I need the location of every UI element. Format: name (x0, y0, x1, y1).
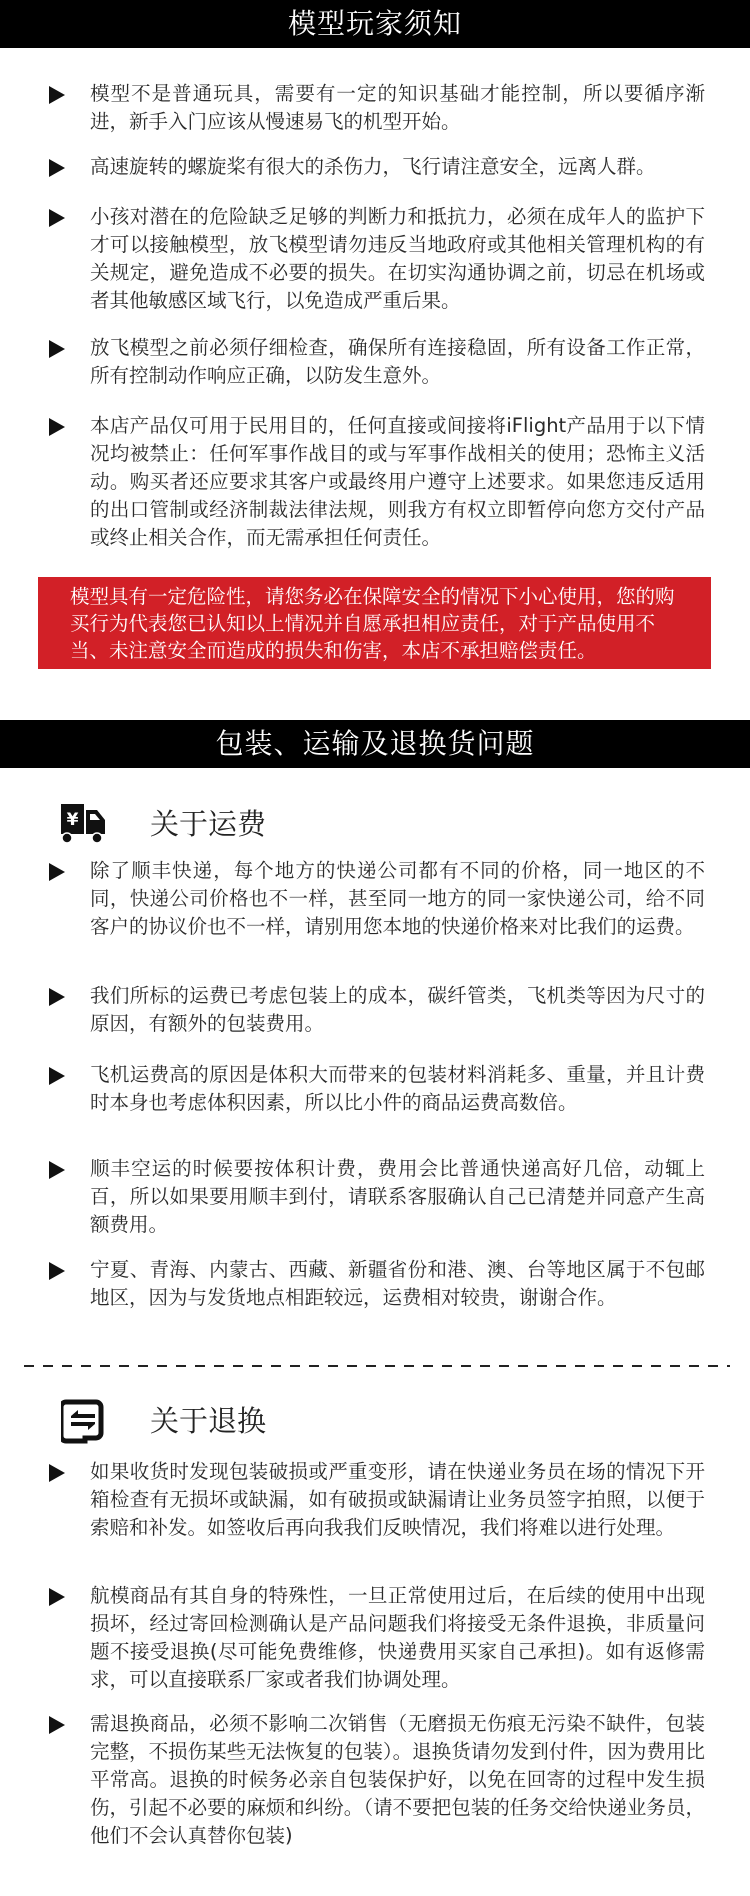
returns-item-text: 需退换商品，必须不影响二次销售（无磨损无伤痕无污染不缺件，包装完整，不损伤某些无法恢复的包装）。退换货请勿发到付件，因为费用比平常高。退换的时候务必亲自包装保护好，以免在回寄的过程中发生损伤，引起不必要的麻烦和纠纷。（请不要把包装的任务交给快递业务员，他们不会认真替你包装) (90, 1712, 705, 1847)
shipping-fee-truck-icon (61, 802, 107, 846)
bullet-triangle-icon (49, 159, 65, 177)
exchange-return-icon (61, 1399, 107, 1443)
shipping-fee-heading (0, 802, 750, 846)
notice-item-text: 放飞模型之前必须仔细检查，确保所有连接稳固，所有设备工作正常，所有控制动作响应正确，以防发生意外。 (90, 336, 705, 387)
section-title-player-notice: 模型玩家须知 (0, 0, 750, 48)
returns-heading (0, 1399, 750, 1443)
bullet-triangle-icon (49, 863, 65, 881)
bullet-triangle-icon (49, 1588, 65, 1606)
returns-item-text: 如果收货时发现包装破损或严重变形，请在快递业务员在场的情况下开箱检查有无损坏或缺漏，如有破损或缺漏请让业务员签字拍照，以便于索赔和补发。如签收后再向我我们反映情况，我们将难以进行处理。 (90, 1460, 705, 1539)
notice-item-text: 模型不是普通玩具，需要有一定的知识基础才能控制，所以要循序渐进，新手入门应该从慢速易飞的机型开始。 (90, 82, 705, 133)
shipping-fee-heading-label: 关于运费 (150, 807, 267, 841)
bullet-triangle-icon (49, 1464, 65, 1482)
notice-item-text: 本店产品仅可用于民用目的，任何直接或间接将iFlight产品用于以下情况均被禁止：任何军事作战目的或与军事作战相关的使用；恐怖主义活动。购买者还应要求其客户或最终用户遵守上述要求。如果您违反适用的出口管制或经济制裁法律法规，则我方有权立即暂停向您方交付产品或终止相关合作，而无需承担任何责任。 (90, 414, 705, 549)
bullet-triangle-icon (49, 1067, 65, 1085)
returns-heading-label: 关于退换 (150, 1404, 267, 1438)
section-title-shipping-returns: 包装、运输及退换货问题 (0, 720, 750, 768)
shipping-item-text: 宁夏、青海、内蒙古、西藏、新疆省份和港、澳、台等地区属于不包邮地区，因为与发货地点相距较远，运费相对较贵，谢谢合作。 (90, 1258, 705, 1309)
bullet-triangle-icon (49, 1161, 65, 1179)
dashed-divider (24, 1365, 730, 1367)
bullet-triangle-icon (49, 1716, 65, 1734)
bullet-triangle-icon (49, 1262, 65, 1280)
bullet-triangle-icon (49, 418, 65, 436)
shipping-item-text: 我们所标的运费已考虑包装上的成本，碳纤管类，飞机类等因为尺寸的原因，有额外的包装费用。 (90, 984, 705, 1035)
returns-item-text: 航模商品有其自身的特殊性，一旦正常使用过后，在后续的使用中出现损坏，经过寄回检测确认是产品问题我们将接受无条件退换，非质量问题不接受退换(尽可能免费维修，快递费用买家自己承担)。如有返修需求，可以直接联系厂家或者我们协调处理。 (90, 1584, 705, 1691)
svg-text:¥: ¥ (66, 810, 79, 830)
notice-item-text: 小孩对潜在的危险缺乏足够的判断力和抵抗力，必须在成年人的监护下才可以接触模型，放飞模型请勿违反当地政府或其他相关管理机构的有关规定，避免造成不必要的损失。在切实沟通协调之前，切忌在机场或者其他敏感区域飞行，以免造成严重后果。 (90, 205, 705, 312)
bullet-triangle-icon (49, 86, 65, 104)
notice-item-text: 高速旋转的螺旋桨有很大的杀伤力，飞行请注意安全，远离人群。 (90, 155, 656, 178)
bullet-triangle-icon (49, 988, 65, 1006)
liability-warning-box: 模型具有一定危险性，请您务必在保障安全的情况下小心使用，您的购买行为代表您已认知以上情况并自愿承担相应责任，对于产品使用不当、未注意安全而造成的损失和伤害，本店不承担赔偿责任。 (38, 577, 711, 669)
shipping-item-text: 顺丰空运的时候要按体积计费，费用会比普通快递高好几倍，动辄上百，所以如果要用顺丰到付，请联系客服确认自己已清楚并同意产生高额费用。 (90, 1157, 705, 1236)
shipping-item-text: 除了顺丰快递，每个地方的快递公司都有不同的价格，同一地区的不同，快递公司价格也不一样，甚至同一地方的同一家快递公司，给不同客户的协议价也不一样，请别用您本地的快递价格来对比我们的运费。 (90, 859, 705, 938)
shipping-item-text: 飞机运费高的原因是体积大而带来的包装材料消耗多、重量，并且计费时本身也考虑体积因素，所以比小件的商品运费高数倍。 (90, 1063, 705, 1114)
bullet-triangle-icon (49, 209, 65, 227)
bullet-triangle-icon (49, 340, 65, 358)
